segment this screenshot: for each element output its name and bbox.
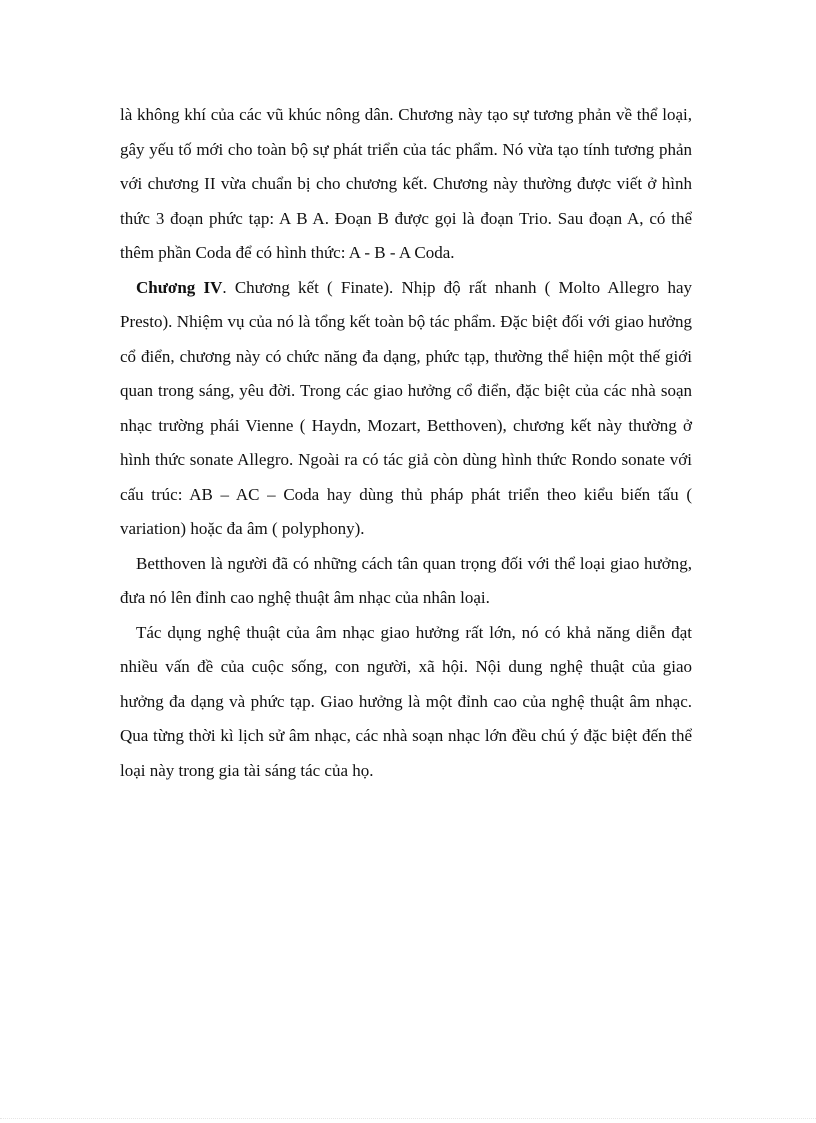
- document-body: [120, 98, 692, 788]
- paragraph-finale-description: [120, 271, 692, 547]
- chapter-iv-heading: Chương IV: [136, 277, 223, 297]
- paragraph-beethoven: Betthoven là người đã có những cách tân quan trọng đối với thể loại giao hưởng, đưa nó lên đỉnh cao nghệ thuật âm nhạc của nhân loại.: [120, 553, 692, 607]
- paragraph-scherzo-description: là không khí của các vũ khúc nông dân. Chương này tạo sự tương phản về thể loại, gây yếu tố mới cho toàn bộ sự phát triển của tác phẩm. Nó vừa tạo tính tương phản với chương II vừa chuẩn bị cho chương kết. Chương này thường được viết ở hình thức 3 đoạn phức tạp: A B A. Đoạn B được gọi là đoạn Trio. Sau đoạn A, có thể thêm phần Coda để có hình thức: A - B - A Coda.: [120, 105, 692, 262]
- page-bottom-edge: [0, 1118, 816, 1119]
- chapter-iv-text: . Chương kết ( Finate). Nhịp độ rất nhanh ( Molto Allegro hay Presto). Nhiệm vụ của nó là tổng kết toàn bộ tác phẩm. Đặc biệt đối với giao hưởng cổ điển, chương này có chức năng đa dạng, phức tạp, thường thể hiện một thế giới quan trong sáng, yêu đời. Trong các giao hưởng cổ điển, đặc biệt của các nhà soạn nhạc trường phái Vienne ( Haydn, Mozart, Betthoven), chương kết này thường ở hình thức sonate Allegro. Ngoài ra có tác giả còn dùng hình thức Rondo sonate với cấu trúc: AB – AC – Coda hay dùng thủ pháp phát triển theo kiểu biến tấu ( variation) hoặc đa âm ( polyphony).: [120, 277, 692, 538]
- paragraph-symphony-value: Tác dụng nghệ thuật của âm nhạc giao hưởng rất lớn, nó có khả năng diễn đạt nhiều vấn đề của cuộc sống, con người, xã hội. Nội dung nghệ thuật của giao hưởng đa dạng và phức tạp. Giao hưởng là một đỉnh cao của nghệ thuật âm nhạc. Qua từng thời kì lịch sử âm nhạc, các nhà soạn nhạc lớn đều chú ý đặc biệt đến thể loại này trong gia tài sáng tác của họ.: [120, 622, 692, 780]
